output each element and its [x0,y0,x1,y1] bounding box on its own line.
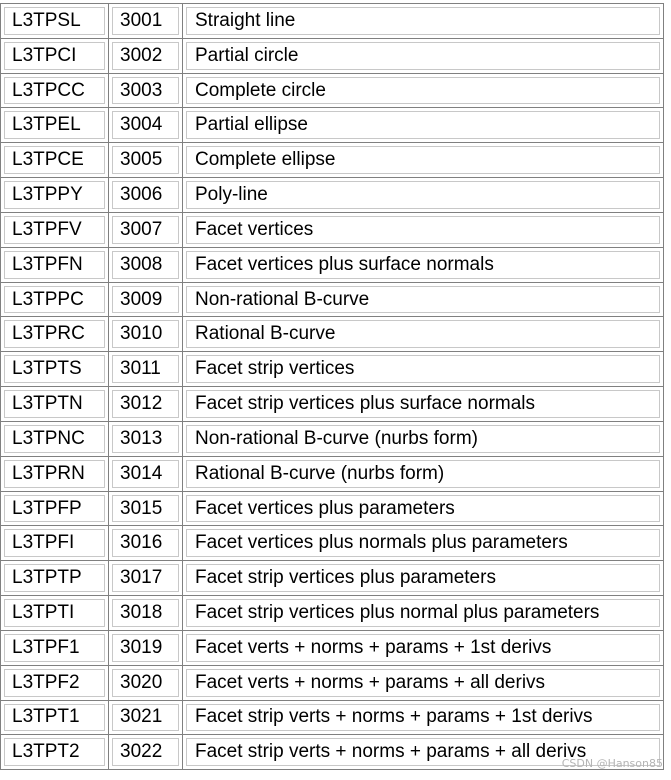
type-id-cell [109,666,183,700]
type-id-cell-text: 3015 [120,497,163,519]
type-code-cell-text: L3TPNC [12,427,85,449]
type-code-cell [1,457,109,491]
description-cell-text: Facet strip vertices plus parameters [195,567,496,589]
description-cell [183,178,663,212]
type-id-cell [109,178,183,212]
type-id-cell-text: 3011 [120,358,161,380]
type-id-cell-text: 3010 [120,323,163,345]
description-cell-text: Facet vertices plus surface normals [195,253,494,275]
type-id-cell-text: 3012 [120,393,163,415]
table-row [1,177,663,212]
type-id-cell [109,701,183,735]
type-id-cell-text: 3004 [120,114,163,136]
type-code-cell [1,631,109,665]
type-code-cell [1,248,109,282]
type-code-cell [1,108,109,142]
description-cell-text: Facet verts + norms + params + all derivs [195,671,546,693]
type-code-cell-text: L3TPTS [12,358,82,380]
type-code-cell-text: L3TPFP [12,497,82,519]
description-cell [183,39,663,73]
type-code-cell-text: L3TPF1 [12,636,80,658]
description-cell-text: Facet strip vertices [195,358,355,380]
type-code-cell-text: L3TPTN [12,393,83,415]
type-code-cell [1,526,109,560]
type-code-cell [1,387,109,421]
table-row [1,595,663,630]
type-code-cell [1,422,109,456]
type-id-cell-text: 3016 [120,532,163,554]
type-code-cell [1,666,109,700]
type-code-cell [1,39,109,73]
type-code-cell [1,735,109,769]
type-code-cell-text: L3TPCC [12,79,85,101]
description-cell-text: Facet vertices plus normals plus parameters [195,532,568,554]
description-cell-text: Non-rational B-curve (nurbs form) [195,427,478,449]
table-row [1,525,663,560]
type-code-cell [1,178,109,212]
description-cell-text: Facet strip verts + norms + params + 1st derivs [195,706,593,728]
type-code-cell [1,596,109,630]
type-id-cell [109,492,183,526]
type-id-cell-text: 3022 [120,741,163,763]
type-id-cell-text: 3008 [120,253,163,275]
table-row [1,665,663,700]
table-row [1,491,663,526]
description-cell [183,4,663,38]
type-id-cell [109,248,183,282]
description-cell [183,596,663,630]
type-code-cell-text: L3TPTP [12,567,82,589]
description-cell-text: Non-rational B-curve [195,288,370,310]
description-cell [183,631,663,665]
description-cell [183,526,663,560]
table-row [1,386,663,421]
type-id-cell [109,283,183,317]
description-cell [183,74,663,108]
type-id-cell [109,108,183,142]
description-cell-text: Poly-line [195,184,268,206]
type-id-cell [109,457,183,491]
description-cell-text: Facet verts + norms + params + 1st derivs [195,636,552,658]
type-id-cell-text: 3014 [120,462,163,484]
description-cell-text: Complete circle [195,79,326,101]
type-id-cell-text: 3018 [120,601,163,623]
type-code-cell-text: L3TPT2 [12,741,80,763]
description-cell-text: Facet strip verts + norms + params + all derivs [195,741,587,763]
type-code-cell [1,701,109,735]
description-cell [183,561,663,595]
description-cell [183,143,663,177]
type-code-cell-text: L3TPEL [12,114,81,136]
description-cell-text: Facet vertices plus parameters [195,497,455,519]
type-id-cell-text: 3019 [120,636,163,658]
table-row [1,212,663,247]
table-row [1,73,663,108]
description-cell [183,248,663,282]
description-cell [183,701,663,735]
type-id-cell [109,39,183,73]
type-id-cell-text: 3002 [120,44,163,66]
description-cell-text: Partial circle [195,44,299,66]
type-id-cell [109,317,183,351]
type-code-cell-text: L3TPPY [12,184,83,206]
type-id-cell-text: 3007 [120,218,163,240]
type-id-cell [109,4,183,38]
type-code-cell-text: L3TPT1 [12,706,80,728]
type-code-cell [1,4,109,38]
table-row [1,421,663,456]
type-id-cell-text: 3009 [120,288,163,310]
type-id-cell-text: 3017 [120,567,163,589]
type-code-cell [1,283,109,317]
type-code-cell [1,74,109,108]
type-code-cell [1,143,109,177]
type-id-cell-text: 3003 [120,79,163,101]
description-cell-text: Complete ellipse [195,149,336,171]
description-cell [183,213,663,247]
type-code-cell-text: L3TPFN [12,253,83,275]
type-id-cell [109,422,183,456]
type-id-cell [109,387,183,421]
type-id-cell [109,631,183,665]
type-code-cell-text: L3TPCI [12,44,77,66]
description-cell [183,666,663,700]
type-id-cell [109,352,183,386]
description-cell-text: Rational B-curve [195,323,336,345]
watermark: CSDN @Hanson85 [561,757,663,770]
table-row [1,3,663,38]
type-id-cell [109,526,183,560]
type-id-cell [109,74,183,108]
type-id-cell-text: 3021 [120,706,163,728]
type-id-cell-text: 3006 [120,184,163,206]
type-id-cell [109,735,183,769]
description-cell-text: Facet strip vertices plus normal plus parameters [195,601,600,623]
type-id-cell [109,561,183,595]
type-code-cell [1,352,109,386]
type-id-cell-text: 3001 [120,9,163,31]
description-cell [183,283,663,317]
description-cell-text: Facet vertices [195,218,314,240]
type-id-cell-text: 3005 [120,149,163,171]
type-id-cell [109,596,183,630]
description-cell [183,422,663,456]
description-cell-text: Partial ellipse [195,114,308,136]
type-code-cell-text: L3TPTI [12,601,75,623]
type-code-cell [1,561,109,595]
description-cell [183,457,663,491]
type-id-cell [109,213,183,247]
table-row [1,630,663,665]
table-row [1,316,663,351]
table-row [1,560,663,595]
type-code-cell-text: L3TPRC [12,323,85,345]
type-code-cell-text: L3TPFV [12,218,82,240]
type-code-table [0,3,664,770]
table-row [1,107,663,142]
type-code-cell [1,213,109,247]
table-row [1,456,663,491]
table-row [1,38,663,73]
table-row [1,282,663,317]
table-row [1,142,663,177]
type-code-cell-text: L3TPPC [12,288,84,310]
table-row [1,247,663,282]
description-cell-text: Straight line [195,9,296,31]
type-code-cell-text: L3TPFI [12,532,75,554]
description-cell-text: Facet strip vertices plus surface normals [195,393,536,415]
type-code-cell [1,492,109,526]
type-code-cell-text: L3TPSL [12,9,81,31]
type-id-cell-text: 3020 [120,671,163,693]
type-id-cell [109,143,183,177]
type-code-cell-text: L3TPCE [12,149,84,171]
description-cell [183,387,663,421]
type-code-cell-text: L3TPRN [12,462,85,484]
description-cell [183,317,663,351]
type-id-cell-text: 3013 [120,427,163,449]
table-row [1,700,663,735]
description-cell [183,492,663,526]
description-cell [183,108,663,142]
description-cell-text: Rational B-curve (nurbs form) [195,462,445,484]
table-row [1,351,663,386]
description-cell [183,352,663,386]
type-code-cell [1,317,109,351]
type-code-cell-text: L3TPF2 [12,671,80,693]
